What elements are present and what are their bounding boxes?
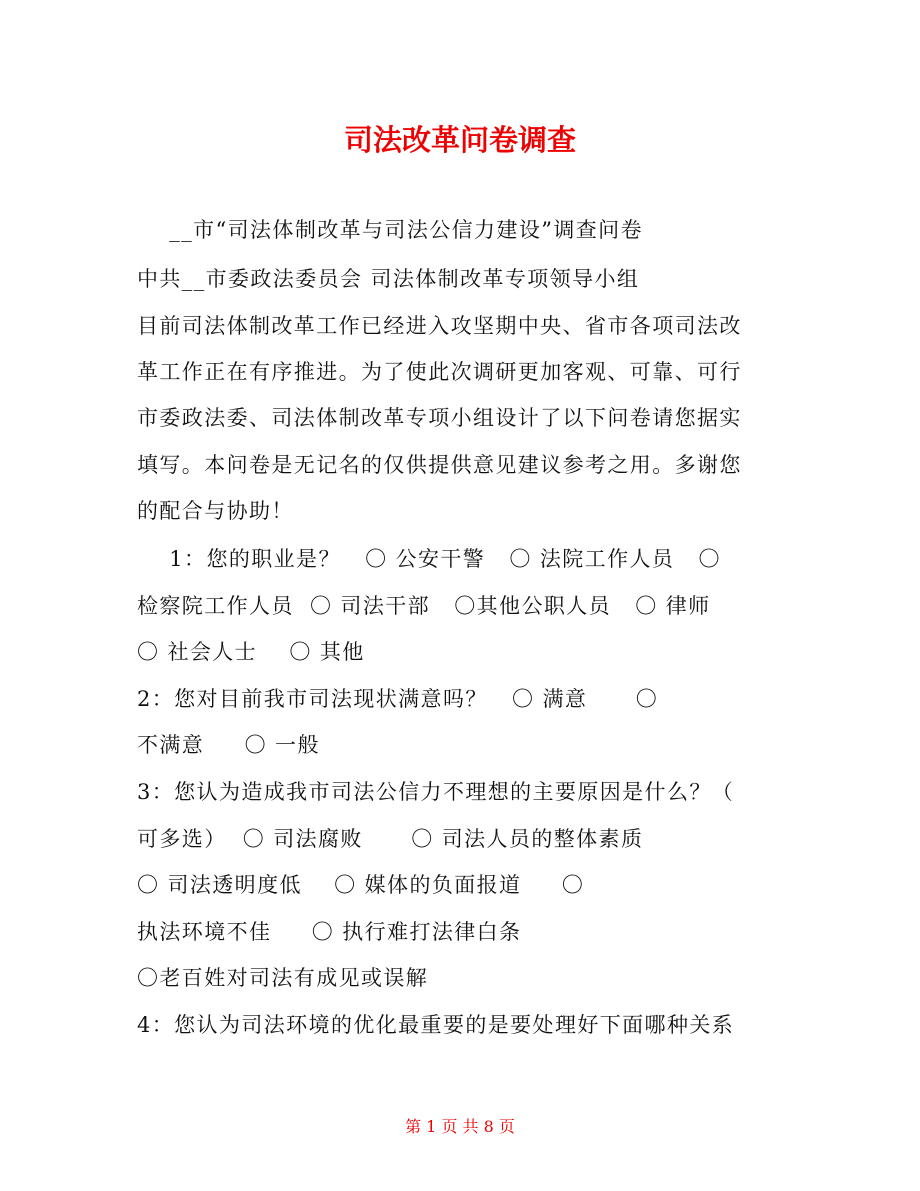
- question-3-options-line: 〇老百姓对司法有成见或误解: [137, 966, 429, 990]
- page-number-footer: 第 1 页 共 8 页: [405, 1117, 515, 1136]
- question-1-options-line: 〇 社会人士 〇 其他: [137, 640, 365, 664]
- intro-paragraph-line: 革工作正在有序推进。为了使此次调研更加客观、可靠、可行: [137, 360, 742, 384]
- question-1-options-line: 检察院工作人员 〇 司法干部 〇其他公职人员 〇 律师: [137, 594, 711, 618]
- question-4-line: 4：您认为司法环境的优化最重要的是要处理好下面哪种关系: [137, 1013, 735, 1037]
- question-1-line: 1：您的职业是？ 〇 公安干警 〇 法院工作人员 〇: [137, 547, 721, 571]
- question-3-options-line: 〇 司法透明度低 〇 媒体的负面报道 〇: [137, 873, 585, 897]
- intro-paragraph-line: 的配合与协助！: [137, 499, 294, 523]
- document-title: 司法改革问卷调查: [343, 123, 576, 157]
- question-2-options-line: 不满意 〇 一般: [137, 733, 320, 757]
- intro-paragraph-line: 填写。本问卷是无记名的仅供提供意见建议参考之用。多谢您: [137, 453, 742, 477]
- intro-paragraph-line: 市委政法委、司法体制改革专项小组设计了以下问卷请您据实: [137, 406, 742, 430]
- issuer-line: 中共__市委政法委员会 司法体制改革专项领导小组: [137, 267, 640, 291]
- question-3-line: 3：您认为造成我市司法公信力不理想的主要原因是什么？（: [137, 780, 735, 804]
- question-3-options-line: 可多选） 〇 司法腐败 〇 司法人员的整体素质: [137, 827, 644, 851]
- question-2-line: 2：您对目前我市司法现状满意吗？ 〇 满意 〇: [137, 687, 659, 711]
- survey-heading: __市“司法体制改革与司法公信力建设”调查问卷: [137, 218, 643, 242]
- intro-paragraph-line: 目前司法体制改革工作已经进入攻坚期中央、省市各项司法改: [137, 314, 742, 338]
- question-3-options-line: 执法环境不佳 〇 执行难打法律白条: [137, 920, 522, 944]
